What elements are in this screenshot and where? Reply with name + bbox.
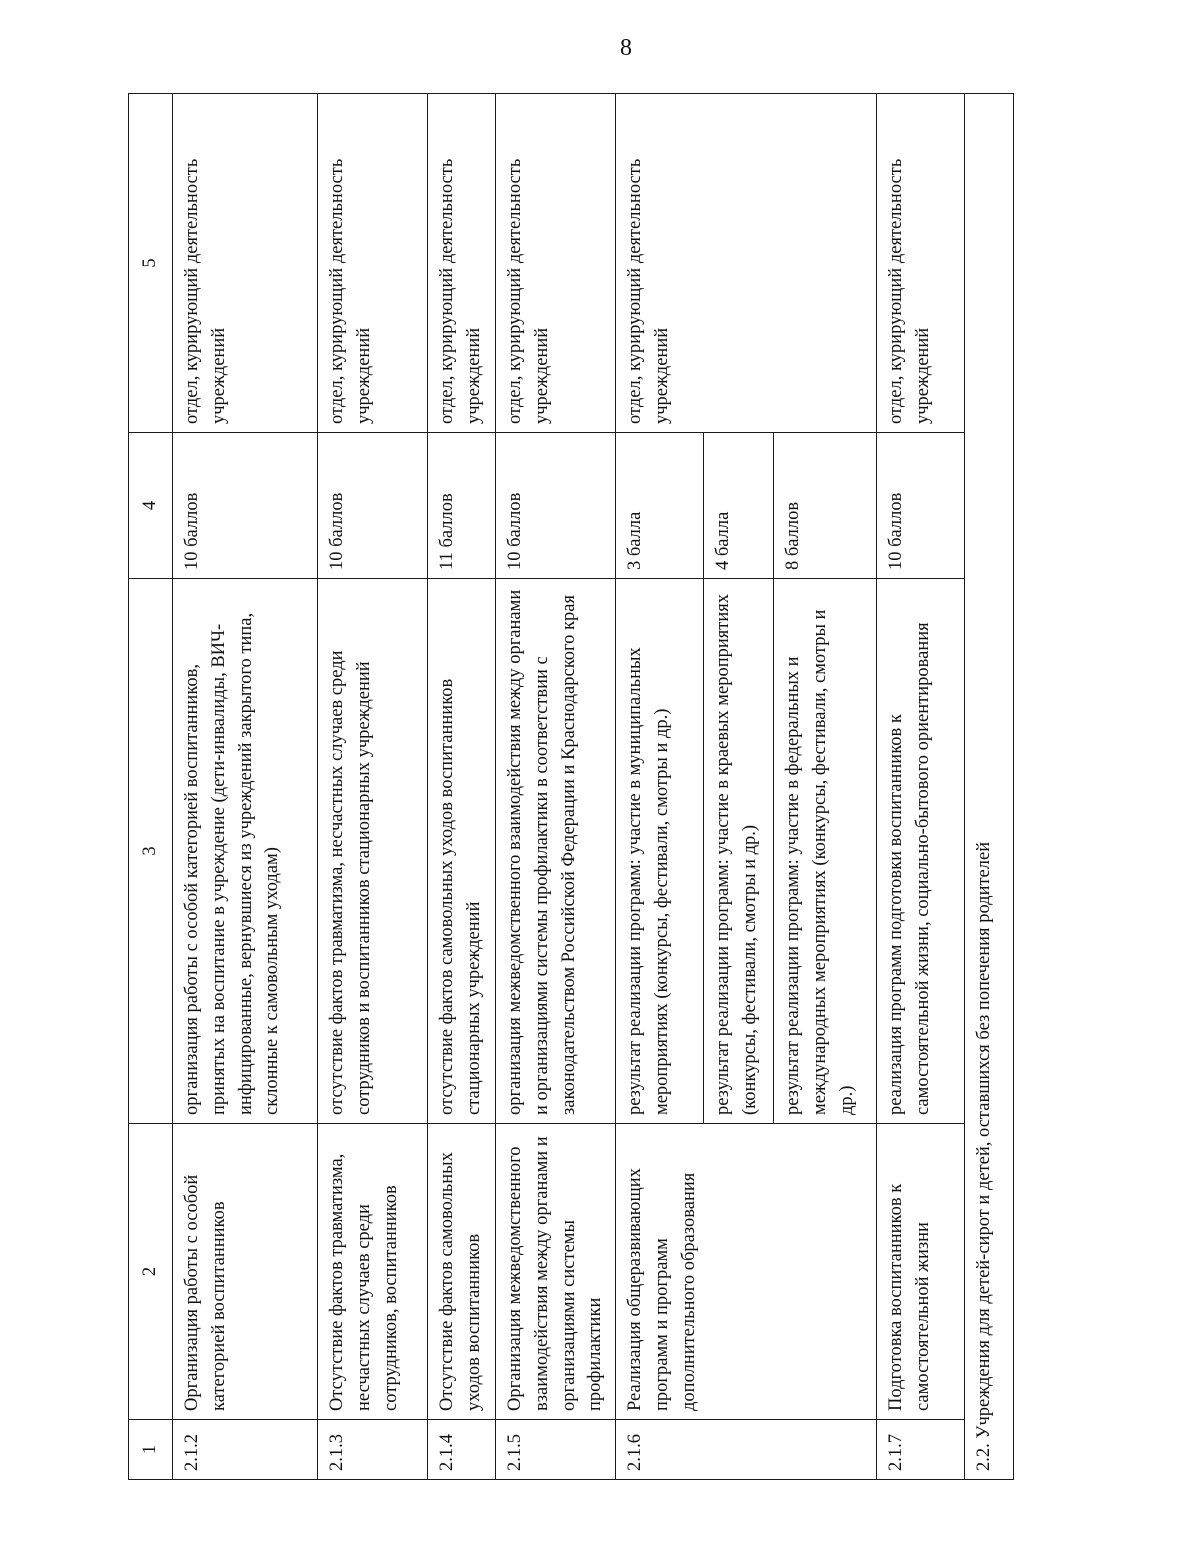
row-title: Подготовка воспитанников к самостоятельной жизни <box>877 1124 965 1420</box>
row-criterion: организация работы с особой категорией воспитанников, принятых на воспитание в учреждение (дети-инвалиды, ВИЧ-инфицированные, вернувшиеся из учреждений закрытого типа, склонные к самовольным уходам) <box>173 579 318 1124</box>
row-id: 2.1.6 <box>616 1420 877 1480</box>
column-header-3: 3 <box>129 579 173 1124</box>
row-title: Отсутствие фактов травматизма, несчастных случаев среди сотрудников, воспитанников <box>318 1124 428 1420</box>
row-title: Реализация общеразвивающих программ и программ дополнительного образования <box>616 1124 877 1420</box>
column-header-1: 1 <box>129 1420 173 1480</box>
table-row <box>173 94 318 1480</box>
table-row <box>616 94 704 1480</box>
section-heading: 2.2. Учреждения для детей-сирот и детей, оставшихся без попечения родителей <box>965 94 1014 1480</box>
column-header-2: 2 <box>129 1124 173 1420</box>
row-points: 8 баллов <box>774 433 877 579</box>
row-criterion: организация межведомственного взаимодействия между органами и организациями системы профилактики в соответствии с законодательством Российской Федерации и Краснодарского края <box>496 579 616 1124</box>
row-points: 4 балла <box>704 433 774 579</box>
row-id: 2.1.3 <box>318 1420 428 1480</box>
row-responsible: отдел, курирующий деятельность учреждений <box>616 94 877 433</box>
row-responsible: отдел, курирующий деятельность учреждений <box>428 94 496 433</box>
header-row <box>129 94 173 1480</box>
row-points: 10 баллов <box>318 433 428 579</box>
row-criterion: отсутствие фактов травматизма, несчастных случаев среди сотрудников и воспитанников стационарных учреждений <box>318 579 428 1124</box>
row-responsible: отдел, курирующий деятельность учреждений <box>173 94 318 433</box>
row-id: 2.1.4 <box>428 1420 496 1480</box>
row-criterion: реализация программ подготовки воспитанников к самостоятельной жизни, социально-бытового ориентирования <box>877 579 965 1124</box>
row-points: 10 баллов <box>496 433 616 579</box>
row-criterion: результат реализации программ: участие в федеральных и международных мероприятиях (конкурсы, фестивали, смотры и др.) <box>774 579 877 1124</box>
column-header-4: 4 <box>129 433 173 579</box>
criteria-table <box>128 93 1014 1480</box>
table-row <box>428 94 496 1480</box>
column-header-5: 5 <box>129 94 173 433</box>
row-points: 10 баллов <box>877 433 965 579</box>
row-id: 2.1.2 <box>173 1420 318 1480</box>
row-responsible: отдел, курирующий деятельность учреждений <box>496 94 616 433</box>
page-number: 8 <box>620 35 632 61</box>
row-points: 3 балла <box>616 433 704 579</box>
row-title: Организация работы с особой категорией воспитанников <box>173 1124 318 1420</box>
row-responsible: отдел, курирующий деятельность учреждений <box>318 94 428 433</box>
row-criterion: результат реализации программ: участие в муниципальных мероприятиях (конкурсы, фестивали, смотры и др.) <box>616 579 704 1124</box>
table-row <box>318 94 428 1480</box>
row-title: Отсутствие фактов самовольных уходов воспитанников <box>428 1124 496 1420</box>
row-points: 11 баллов <box>428 433 496 579</box>
row-id: 2.1.5 <box>496 1420 616 1480</box>
row-responsible: отдел, курирующий деятельность учреждений <box>877 94 965 433</box>
row-criterion: отсутствие фактов самовольных уходов воспитанников стационарных учреждений <box>428 579 496 1124</box>
table-row <box>496 94 616 1480</box>
row-points: 10 баллов <box>173 433 318 579</box>
row-title: Организация межведомственного взаимодействия между органами и организациями системы профилактики <box>496 1124 616 1420</box>
section-heading-row <box>965 94 1014 1480</box>
row-criterion: результат реализации программ: участие в краевых мероприятиях (конкурсы, фестивали, смотры и др.) <box>704 579 774 1124</box>
row-id: 2.1.7 <box>877 1420 965 1480</box>
table-row <box>877 94 965 1480</box>
rotated-table-container <box>128 94 1008 1480</box>
